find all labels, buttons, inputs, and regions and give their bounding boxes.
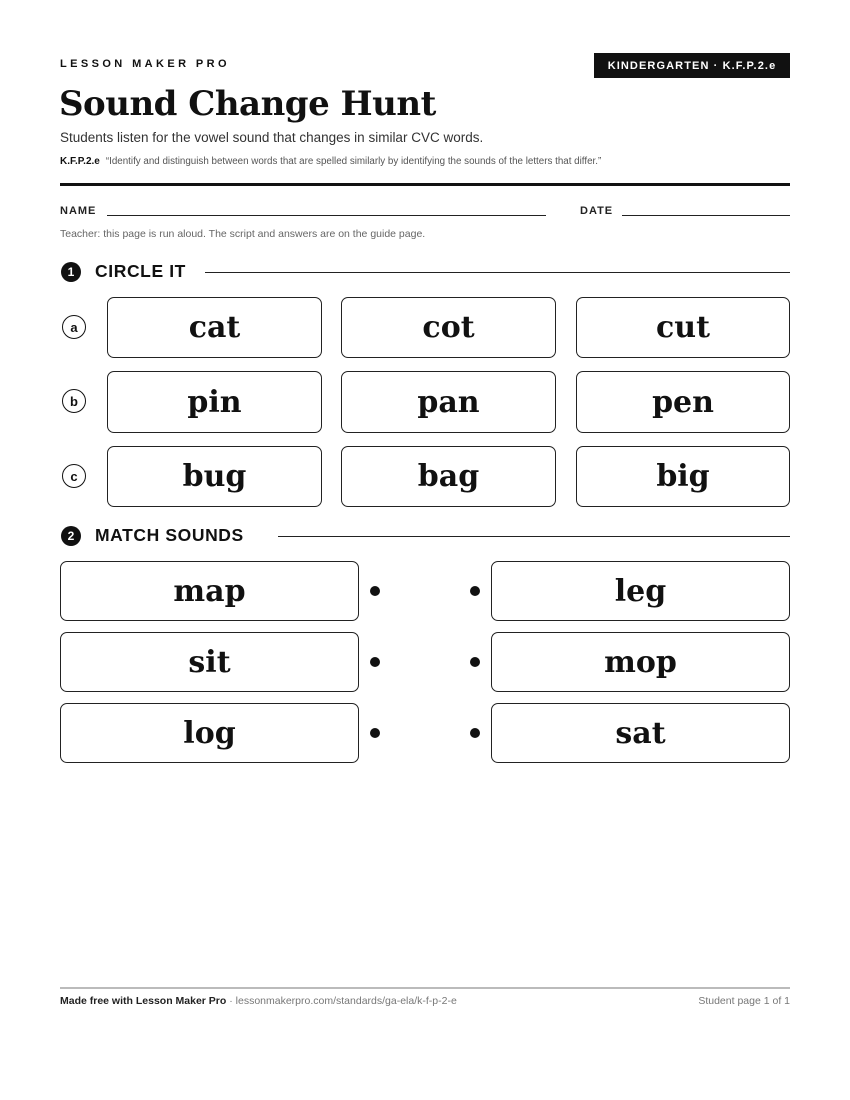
word-card-bag[interactable]: bag <box>341 446 556 507</box>
word-card-cut[interactable]: cut <box>576 297 790 358</box>
match-left-log[interactable]: log <box>60 703 359 763</box>
section-1-number: 1 <box>61 262 81 282</box>
teacher-note: Teacher: this page is run aloud. The script and answers are on the guide page. <box>60 228 426 240</box>
match-right-sat[interactable]: sat <box>491 703 790 763</box>
match-right-mop[interactable]: mop <box>491 632 790 692</box>
section-2-number: 2 <box>61 526 81 546</box>
footer-divider <box>60 987 790 989</box>
section-2-rule <box>278 536 790 537</box>
section-1-title: CIRCLE IT <box>95 261 186 281</box>
date-label: DATE <box>580 205 614 217</box>
name-field[interactable] <box>107 215 546 216</box>
match-dot-left-1[interactable] <box>370 586 380 596</box>
match-dot-left-3[interactable] <box>370 728 380 738</box>
match-dot-right-2[interactable] <box>470 657 480 667</box>
word-card-big[interactable]: big <box>576 446 790 507</box>
match-dot-left-2[interactable] <box>370 657 380 667</box>
word-card-pin[interactable]: pin <box>107 371 322 433</box>
brand-name: LESSON MAKER PRO <box>60 58 230 70</box>
row-b-label: b <box>62 389 86 413</box>
match-right-leg[interactable]: leg <box>491 561 790 621</box>
row-c-label: c <box>62 464 86 488</box>
header-divider <box>60 183 790 186</box>
row-a-label: a <box>62 315 86 339</box>
section-1-rule <box>205 272 790 273</box>
match-left-map[interactable]: map <box>60 561 359 621</box>
footer-credit <box>60 995 457 1007</box>
word-card-bug[interactable]: bug <box>107 446 322 507</box>
section-2-title: MATCH SOUNDS <box>95 525 244 545</box>
word-card-pan[interactable]: pan <box>341 371 556 433</box>
standard-text: “Identify and distinguish between words that are spelled similarly by identifying the sounds of the letters that differ.” <box>105 156 602 167</box>
footer-url[interactable]: · lessonmakerpro.com/standards/ga-ela/k-f-p-2-e <box>226 995 457 1007</box>
footer-page-number: Student page 1 of 1 <box>698 995 790 1007</box>
match-dot-right-3[interactable] <box>470 728 480 738</box>
word-card-pen[interactable]: pen <box>576 371 790 433</box>
match-dot-right-1[interactable] <box>470 586 480 596</box>
grade-standard-badge: KINDERGARTEN · K.F.P.2.e <box>594 53 790 78</box>
word-card-cat[interactable]: cat <box>107 297 322 358</box>
page-title: Sound Change Hunt <box>59 84 436 124</box>
date-field[interactable] <box>622 215 790 216</box>
footer-made-with: Made free with Lesson Maker Pro <box>60 995 227 1007</box>
standard-line <box>60 156 601 167</box>
name-label: NAME <box>60 205 97 217</box>
word-card-cot[interactable]: cot <box>341 297 556 358</box>
page-subtitle: Students listen for the vowel sound that changes in similar CVC words. <box>60 130 484 145</box>
standard-code: K.F.P.2.e <box>60 156 100 167</box>
match-left-sit[interactable]: sit <box>60 632 359 692</box>
